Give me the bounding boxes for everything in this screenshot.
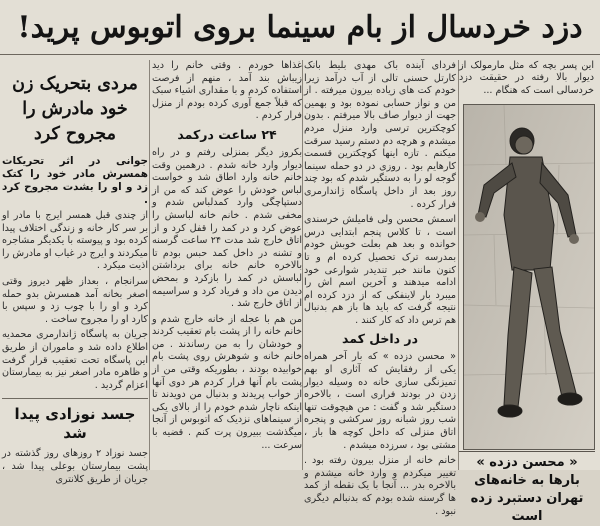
column-rule bbox=[149, 60, 150, 470]
story-paragraph: فردای آینده باک مهدی بلیط بانک کارتل حسنی تالی از آب درآمد زیرا خودم کت های زیاده بیرون میرفته . از من و نواز حسابی نموده بود و بهمین جهت از دیوار صاف بالا میرفتم . بدون کوچکترین ترسی وارد منزل مردم میشدم و هرچه دم دستم رسید سرقت میکنم . تازه اینها کوچکترین قسمت کارهایم بود . روزی در دو حمله سینما گوجه لو را به دستگیر شدم که بود چند روز بعد از داخل پاسگاه ژاندارمری فرار کرده . bbox=[304, 60, 456, 210]
boy-climbing-wall-photo bbox=[463, 104, 595, 450]
middle-column-1 bbox=[152, 60, 302, 470]
story-paragraph: « محسن دزده » که بار آخر همراه یکی از رفقایش که آثاری او بهم تمیزنگی سازی خانه ده وسیله دیوار زدن در بودند فراری است ، بالاخره دستگیر شد و گفت : من هیچوقت تنها شب روز شبانه روز سرکشی و پنجره اتاق منزلی که داخل کوچه ها باز ، مشتی بود ، سرزده میشدم . bbox=[304, 351, 456, 451]
bottom-story-title: جسد نوزادی پیدا شد bbox=[14, 405, 136, 443]
column-rule bbox=[302, 60, 303, 470]
story-paragraph: من هم با عجله از خانه خارج شدم و خانم خانه را از پشت بام تعقیب کردند و خودشان را به من رساندند . من خانم خانه و شوهرش روی پشت بام خوابیده بودند ، بطوریکه وقتی من از پشت بام آنها فرار کردم هر دوی آنها از خواب پریدند و بدنبال من دویدند تا اینکه ناچار شدم خودم را از بالای یکی از سینماهای نزدیک که اتوبوس از آنجا میگذشت ببیرون پرت کنم . قضیه با سرعت ... bbox=[152, 313, 302, 451]
right-intro-text: این پسر بچه که مثل مارمولک از دیوار بالا رفته در حقیقت دزد خردسالی است که هنگام ... bbox=[459, 60, 594, 96]
left-story-paragraph: جریان به پاسگاه ژاندارمری محمدیه اطلاع داده شد و ماموران از طریق این پاسگاه تحت تعقیب قرار گرفت و ظاهره مادر اصغر نیز به بیمارستان اعزام گردید . bbox=[2, 329, 148, 391]
subtitle-24-hours: ۲۴ ساعت درکمد bbox=[177, 126, 277, 142]
right-column bbox=[459, 60, 600, 524]
left-column bbox=[2, 60, 148, 485]
left-story-intro: جوانی در اثر تحریکات همسرش مادر خود را کتک زد و او را بشدت مجروح کرد . bbox=[2, 155, 148, 206]
photo-caption-text: « محسن دزده » بارها به خانه‌های تهران دستبرد زده است bbox=[459, 451, 595, 526]
story-paragraph: خانم خانه از منزل بیرون رفته بود . تغییر میکردم و وارد خانه میشدم و بالاخره بدر ... آنجا با یک نقطه از کمد ها گرسنه شده بودم که بدنبالم دیگری نبود . bbox=[304, 455, 456, 517]
left-story-paragraph: از چندی قبل همسر ایرج با مادر او بر سر کار خانه و زندگی اختلاف پیدا کرده بود و پیوسته با یکدیگر مشاجره میکردند و ایرج در غیاب او مادرش را اذیت میکرد . bbox=[2, 210, 148, 272]
photo-caption bbox=[459, 451, 595, 526]
left-story-title: مردی بتحریک زن خود مادرش را مجروح کرد bbox=[12, 74, 138, 144]
story-paragraph: بکروز دیگر بمنزلی رفتم و در راه دیوار وارد خانه شدم . درهمین وقت خانم خانه وارد اطاق شد و خواست لباس خودش را عوض کند که من از دستپاچگی وارد کمدلباس شدم و مخفی شدم . خانم خانه لباسش را عوض کرد و در کمد را قفل کرد و از اتاق خارج شد مدت ۲۴ ساعت گرسنه و تشنه در داخل کمد حبس بودم تا بالاخره خانم خانه برای برداشتن لباسش در کمد را بازکرد و بمحض دیدن من داد و فریاد کرد و سراسیمه از اتاق خارج شد . bbox=[152, 146, 302, 310]
bottom-story-text: جسد نوزاد ۲ روزهای روز گذشته در پشت بیمارستان بوعلی پیدا شد ، جریان از طریق کلانتری bbox=[2, 448, 148, 485]
divider bbox=[2, 398, 148, 399]
photo-illustration bbox=[464, 105, 594, 449]
story-paragraph: اسمش محسن ولی فامیلش خرسندی است ، تا کلاس پنجم ابتدایی درس خوانده و بعد هم بعلت خوبش خودم بمدرسه ترک تحصیل کرده ام و تا کنون مانند خبر تندیدر شوارعی خود ادامه میدهند و آخرین اسم اش را میبرد بار لاینفکی که از دزد کرده ام نتیجه گرفت که باید ها باز هم بدنبال هم ترس داد که کار کنند . bbox=[304, 214, 456, 326]
main-headline: دزد خردسال از بام سینما بروی اتوبوس پرید! bbox=[0, 0, 600, 55]
middle-column-2 bbox=[304, 60, 456, 517]
story-paragraph: غذاها خوردم . وقتی خانم را دید زیباش بند آمد ، منهم از فرصت استفاده کردم و با مقداری اشیاء سبک که قبلاً جمع آوری کرده بودم از منزل فرار کردم . bbox=[152, 60, 302, 122]
left-story-paragraph: سرانجام ، بعداز ظهر دیروز وقتی اصغر بخانه آمد همسرش بدو حمله کرد و او را با چوب زد و سپس با کارد او را مجروح ساخت . bbox=[2, 275, 148, 325]
subtitle-in-closet: در داخل کمد bbox=[341, 331, 419, 347]
